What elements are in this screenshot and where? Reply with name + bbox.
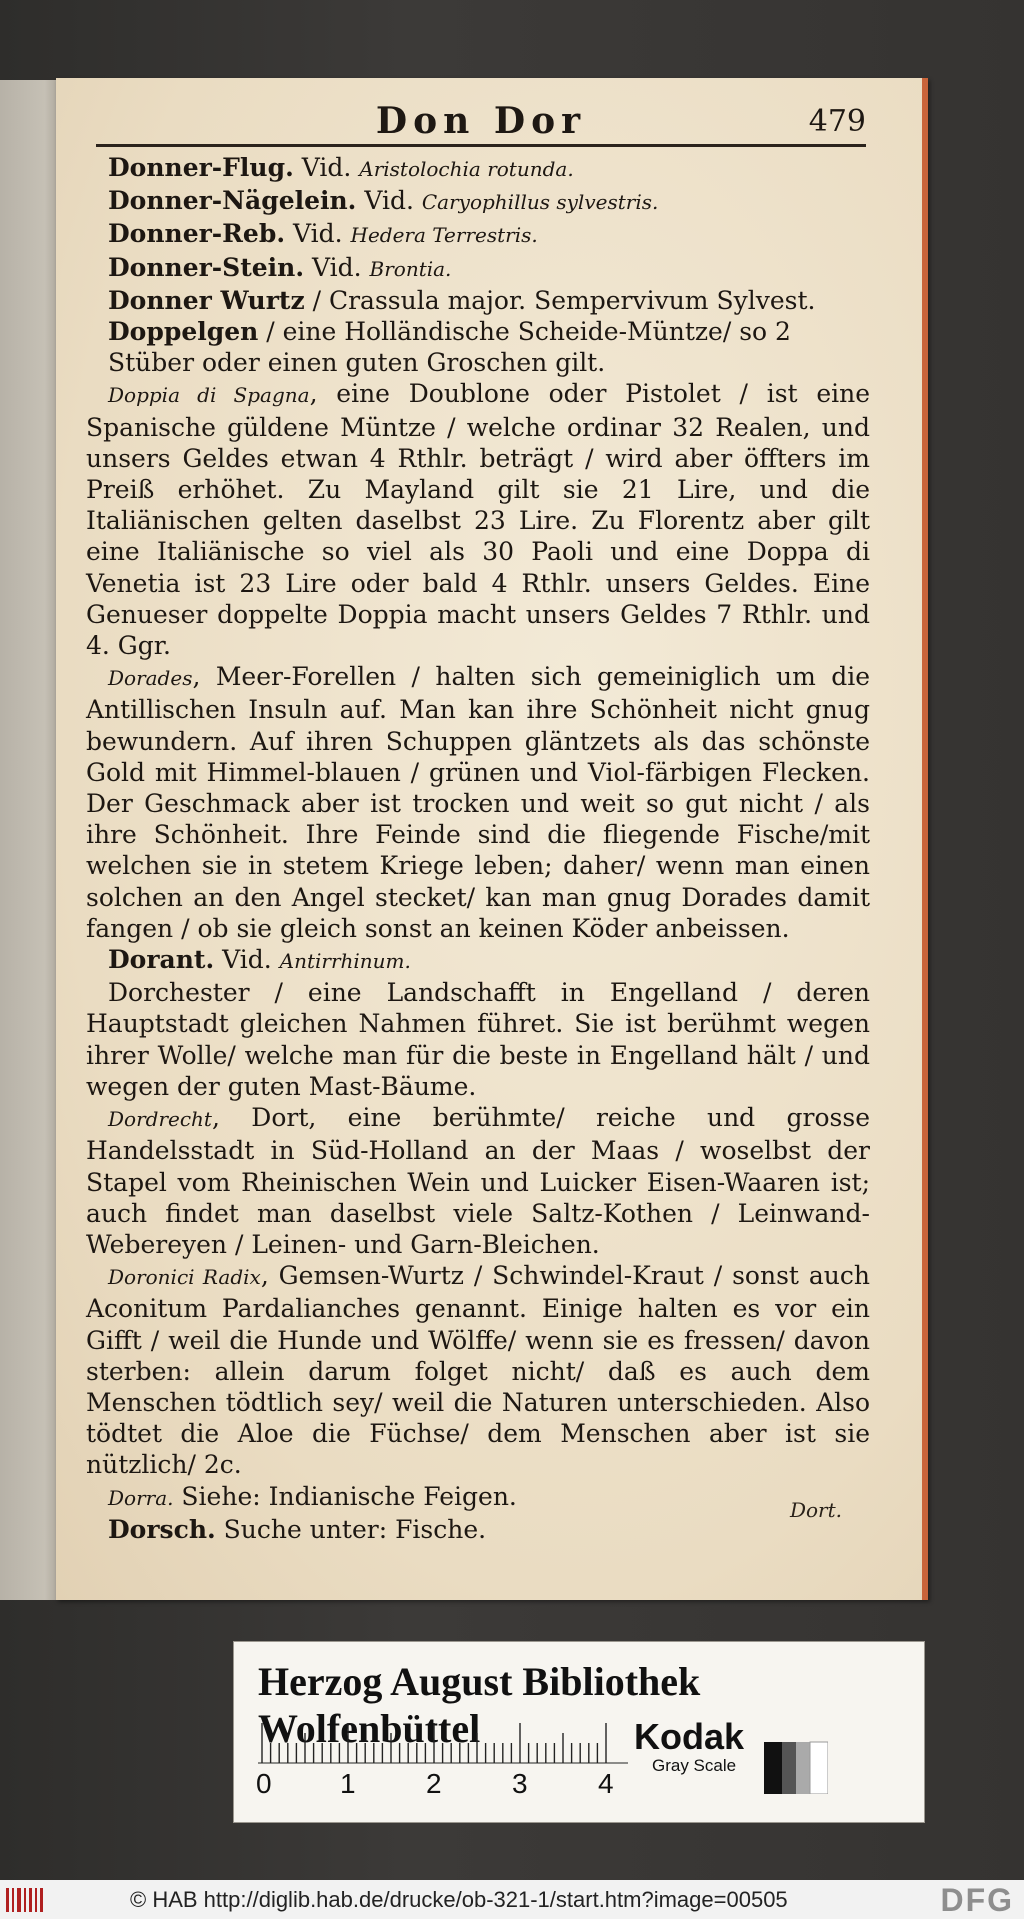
- entry-text: Suche unter: Fische.: [215, 1514, 487, 1544]
- entry-text: Siehe: Indianische Feigen.: [173, 1481, 517, 1511]
- entry-latin: Dordrecht: [108, 1107, 212, 1132]
- page-header: [96, 98, 866, 147]
- scale-number: 4: [598, 1768, 614, 1799]
- footer-bar: [0, 1880, 1024, 1919]
- entry: [86, 661, 870, 944]
- entry: [86, 152, 870, 185]
- scale-number: 0: [256, 1768, 272, 1799]
- entry-latin: Antirrhinum.: [279, 949, 411, 974]
- entry-latin: Doppia di Spagna: [108, 383, 310, 408]
- entry-latin: Hedera Terrestris.: [350, 223, 538, 248]
- brand-subtitle: Gray Scale: [652, 1756, 737, 1775]
- entry: [86, 285, 870, 316]
- entry: [86, 1514, 870, 1545]
- scale-number: 1: [340, 1768, 356, 1799]
- entry-headword: Donner-Reb.: [108, 219, 286, 249]
- entry-text: / Crassula major. Sempervivum Sylvest.: [304, 285, 816, 315]
- page-number: 479: [808, 104, 866, 139]
- entry: [86, 185, 870, 218]
- entry-headword: Donner Wurtz: [108, 285, 305, 315]
- entry-latin: Dorades: [108, 666, 193, 691]
- entry-text: Dorchester / eine Landschafft in Engelland / deren Hauptstadt gleichen Nahmen führet. Sie ist berühmt wegen ihrer Wolle/ welche man für die beste in Engelland hält / und wegen der guten Mast-Bäume.: [86, 978, 870, 1101]
- scale-number: 3: [512, 1768, 528, 1799]
- entry: [86, 218, 870, 251]
- entry-latin: Brontia.: [369, 256, 452, 281]
- library-name: Herzog August Bibliothek Wolfenbüttel: [258, 1659, 701, 1751]
- entry-text: / eine Holländische Scheide-Müntze/ so 2 Stüber oder einen guten Groschen gilt.: [108, 317, 791, 378]
- entry: [86, 1102, 870, 1260]
- entry-latin: Aristolochia rotunda.: [359, 157, 574, 181]
- entry-text: Vid.: [285, 219, 351, 249]
- entry-latin: Caryophillus sylvestris.: [421, 190, 659, 215]
- entry-headword: Dorant.: [108, 945, 215, 975]
- previous-page-edge: [0, 80, 64, 1600]
- entry-text: , eine Doublone oder Pistolet / ist eine Spanische güldene Müntze / welche ordinar 32 Realen, und unsers Geldes etwan 4 Rthlr. beträgt / wird aber öffters im Preiß erhöhet. Zu Mayland gilt sie 21 Lire, und die Italiänischen gelten daselbst 23 Lire. Zu Florentz aber gilt eine Italiänische so viel als 30 Paoli und eine Doppa di Venetia ist 23 Lire oder bald 4 Rthlr. unsers Geldes. Eine Genueser doppelte Doppia macht unsers Geldes 7 Rthlr. und 4. Ggr.: [86, 379, 871, 661]
- running-head: Don Dor: [375, 100, 587, 142]
- color-reference-card: [233, 1641, 925, 1823]
- entry-latin: Doronici Radix: [108, 1265, 261, 1290]
- book-page: [56, 78, 928, 1600]
- footer-source-link[interactable]: © HAB http://diglib.hab.de/drucke/ob-321-1/start.htm?image=00505: [130, 1887, 788, 1912]
- entry: [86, 944, 870, 977]
- gray-scale-patches-icon: [764, 1738, 828, 1794]
- entry-text: , Dort, eine berühmte/ reiche und grosse Handelsstadt in Süd-Holland an der Maas / woselbst der Stapel vom Rheinischen Wein und Luicker Eisen-Waaren ist; auch findet man daselbst viele Saltz-Kothen / Leinwand-Webereyen / Leinen- und Garn-Bleichen.: [86, 1103, 870, 1259]
- entry-headword: Dorsch.: [108, 1514, 216, 1544]
- scale-number: 2: [426, 1768, 442, 1799]
- entry-text: Vid.: [356, 186, 422, 216]
- entry: [86, 316, 870, 378]
- brand-name: Kodak: [634, 1716, 745, 1757]
- entry: [86, 977, 870, 1102]
- catchword: Dort.: [789, 1498, 842, 1522]
- entry-headword: Doppelgen: [108, 317, 259, 347]
- entry-text: , Meer-Forellen / halten sich gemeiniglich um die Antillischen Insuln auf. Man kan ihre Schönheit nicht gnug bewundern. Auf ihren Schuppen gläntzets als das schönste Gold mit Himmel-blauen / grünen und Viol-färbigen Flecken. Der Geschmack aber ist trocken und weit so gut nicht / als ihre Schönheit. Ihre Feinde sind die fliegende Fische/mit welchen sie in stetem Kriege leben; daher/ wenn man einen solchen an den Angel stecket/ kan man gnug Dorades damit fangen / ob sie gleich sonst an keinen Köder anbeissen.: [86, 662, 870, 943]
- dictionary-entries: [86, 152, 870, 1545]
- entry-text: , Gemsen-Wurtz / Schwindel-Kraut / sonst auch Aconitum Pardalianches genannt. Einige halten es vor ein Gifft / weil die Hunde und Wölffe/ wenn sie es fressen/ davon sterben: allein darum folget nicht/ daß es auch dem Menschen tödtlich sey/ weil die Naturen unterschieden. Also tödtet die Aloe die Füchse/ dem Menschen aber ist sie nützlich/ 2c.: [86, 1261, 870, 1480]
- entry: [86, 1481, 870, 1514]
- entry-headword: Donner-Stein.: [108, 252, 305, 282]
- barcode-logo-icon: [4, 1886, 44, 1914]
- entry: [86, 1260, 870, 1480]
- scale-ruler: [258, 1718, 628, 1764]
- entry: [86, 252, 870, 285]
- dfg-logo: DFG: [940, 1882, 1014, 1918]
- entry-headword: Donner-Flug.: [108, 153, 294, 182]
- entry-headword: Donner-Nägelein.: [108, 186, 357, 216]
- entry-latin: Dorra.: [108, 1485, 174, 1510]
- entry-text: Vid.: [304, 252, 370, 282]
- entry: [86, 378, 870, 661]
- entry-text: Vid.: [293, 153, 360, 182]
- entry-text: Vid.: [214, 945, 280, 975]
